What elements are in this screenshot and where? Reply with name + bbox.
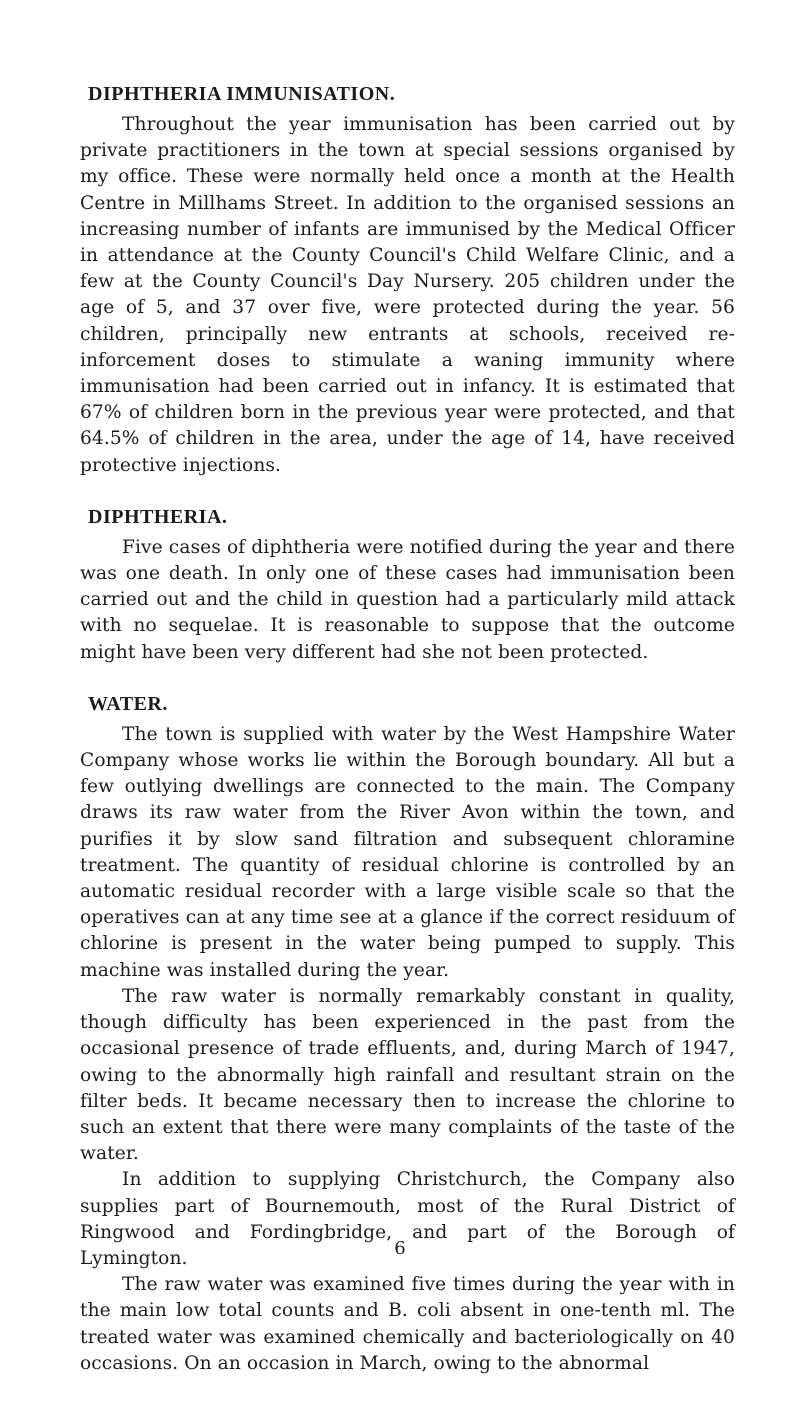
section-diphtheria-immunisation — [80, 82, 735, 479]
section-heading: DIPHTHERIA. — [88, 505, 228, 528]
paragraph: The raw water is normally remarkably constant in quality, though difficulty has been experienced in the past from the occasional presence of trade effluents, and, during March of 1947, owing to the abnormally high rainfall and resultant strain on the filter beds. It became necessary then to increase the chlorine to such an extent that there were many complaints of the taste of the water. — [80, 985, 735, 1165]
page-number: 6 — [394, 1238, 406, 1259]
document-page — [80, 82, 735, 1403]
paragraph: In addition to supplying Christchurch, the Company also supplies part of Bournemouth, most of the Rural District of Ringwood and Fordingbridge, and part of the Borough of Lymington. — [80, 1169, 735, 1269]
section-heading: DIPHTHERIA IMMUNISATION. — [88, 83, 396, 105]
paragraph: The raw water was examined five times during the year with in the main low total counts and B. coli absent in one-tenth ml. The treated water was examined chemically and bacteriologically on 40 occasions. On an occasion in March, owing to the abnormal — [80, 1274, 735, 1374]
section-diphtheria — [80, 505, 735, 666]
paragraph: Five cases of diphtheria were notified during the year and there was one death. In only one of these cases had immunisation been carried out and the child in question had a particularly mild attack with no sequelae. It is reasonable to suppose that the outcome might have been very different had she not been protected. — [80, 536, 735, 663]
section-water — [80, 692, 735, 1377]
paragraph: Throughout the year immunisation has been carried out by private practitioners in the town at special sessions organised by my office. These were normally held once a month at the Health Centre in Millhams Street. In addition to the organised sessions an increasing number of infants are immunised by the Medical Officer in attendance at the County Council's Child Welfare Clinic, and a few at the County Council's Day Nursery. 205 children under the age of 5, and 37 over five, were protected during the year. 56 children, principally new entrants at schools, received re-inforcement doses to stimulate a waning immunity where immunisation had been carried out in infancy. It is estimated that 67% of children born in the previous year were protected, and that 64.5% of children in the area, under the age of 14, have received protective injections. — [80, 114, 735, 476]
paragraph: The town is supplied with water by the West Hampshire Water Company whose works lie within the Borough boundary. All but a few outlying dwellings are connected to the main. The Company draws its raw water from the River Avon within the town, and purifies it by slow sand filtration and subsequent chloramine treatment. The quantity of residual chlorine is controlled by an automatic residual recorder with a large visible scale so that the operatives can at any time see at a glance if the correct residuum of chlorine is present in the water being pumped to supply. This machine was installed during the year. — [80, 723, 735, 981]
section-heading: WATER. — [88, 692, 168, 715]
